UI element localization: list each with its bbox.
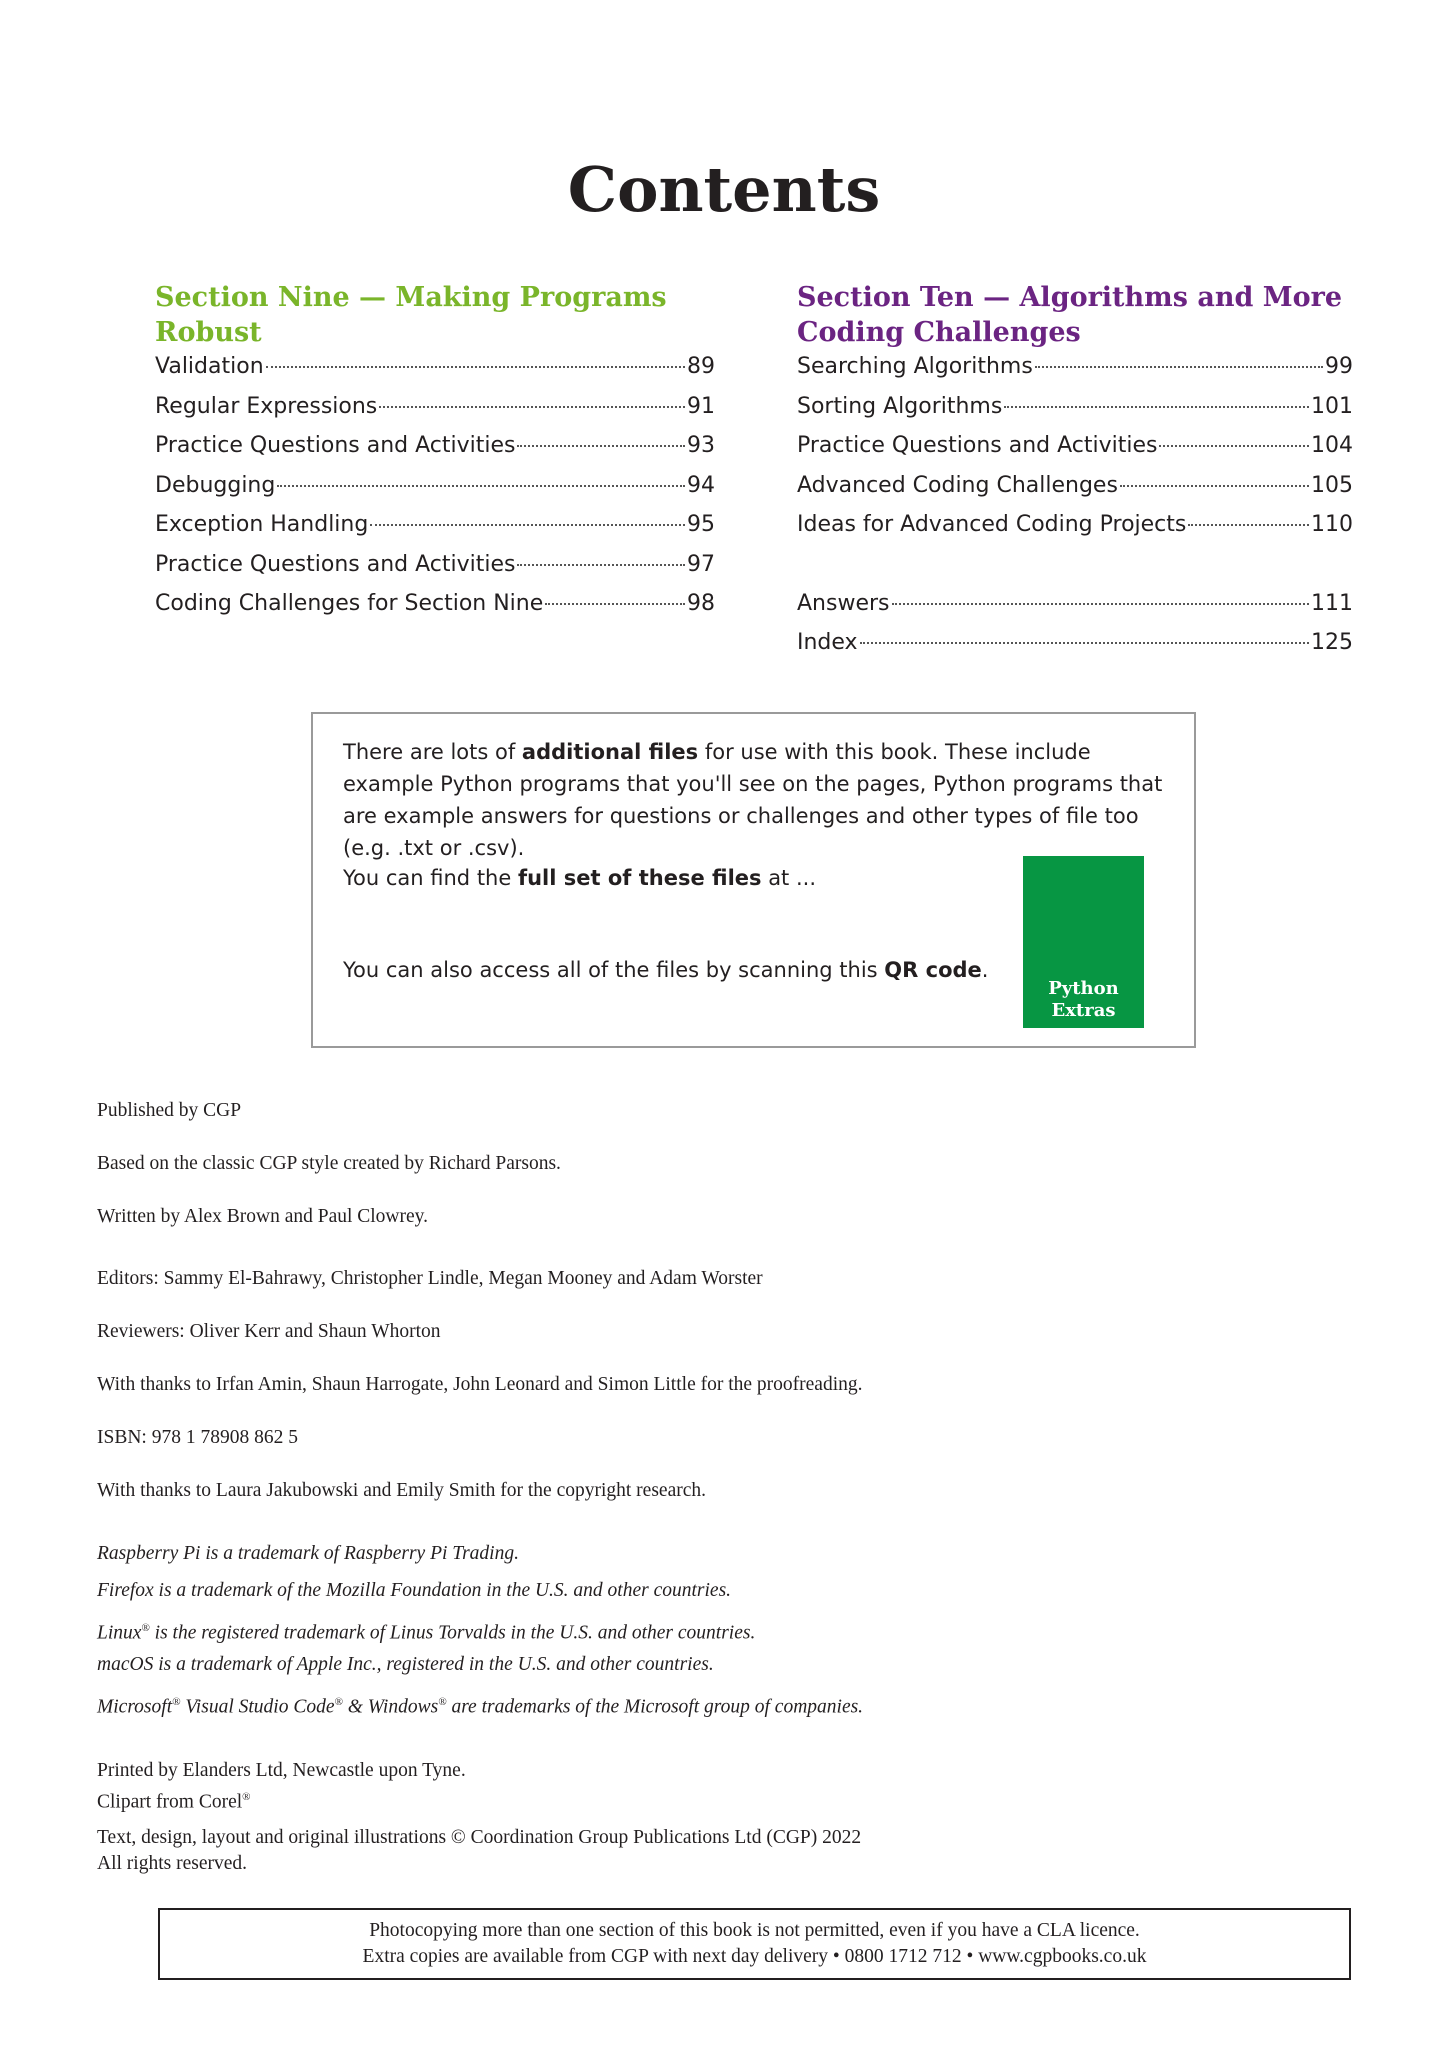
section-ten-entries: [797, 354, 1353, 552]
toc-entry-label: Searching Algorithms: [797, 354, 1033, 379]
toc-entry[interactable]: [797, 630, 1353, 670]
dot-leader: [892, 603, 1310, 605]
dot-leader: [266, 366, 685, 368]
dot-leader: [1159, 445, 1309, 447]
dot-leader: [277, 485, 685, 487]
section-nine-toc: [155, 280, 715, 631]
dot-leader: [545, 603, 685, 605]
dot-leader: [517, 564, 685, 566]
toc-entry-label: Index: [797, 630, 858, 655]
toc-entry-page: 105: [1311, 472, 1353, 498]
files-intro-part: for use with this book. These include example Python programs that you'll see on the pages, Python programs that are example answers for questions or challenges and other types of file too (e.g. .txt or .csv).: [343, 740, 1163, 860]
section-nine-entries: [155, 354, 715, 631]
toc-entry-label: Coding Challenges for Section Nine: [155, 591, 544, 616]
based-on: Based on the classic CGP style created by Richard Parsons.: [97, 1153, 561, 1174]
dot-leader: [1035, 366, 1323, 368]
toc-entry-page: 91: [687, 393, 715, 419]
printed-by: Printed by Elanders Ltd, Newcastle upon Tyne.: [97, 1760, 466, 1781]
dot-leader: [1188, 524, 1309, 526]
trademark-microsoft: [97, 1689, 863, 1721]
toc-entry-page: 89: [687, 354, 715, 379]
toc-entry-page: 111: [1311, 590, 1353, 616]
toc-entry-page: 101: [1311, 393, 1353, 419]
trademark-firefox: Firefox is a trademark of the Mozilla Foundation in the U.S. and other countries.: [97, 1580, 732, 1601]
toc-entry-label: Sorting Algorithms: [797, 393, 1003, 419]
copyright-research-thanks: With thanks to Laura Jakubowski and Emily Smith for the copyright research.: [97, 1480, 706, 1501]
rights-reserved: All rights reserved.: [97, 1853, 248, 1874]
files-qr-part: .: [981, 958, 989, 982]
toc-entry-page: 110: [1311, 512, 1353, 537]
published-by: Published by CGP: [97, 1100, 242, 1121]
toc-entry[interactable]: [155, 552, 715, 592]
toc-entry-label: Ideas for Advanced Coding Projects: [797, 512, 1187, 537]
authors: Written by Alex Brown and Paul Clowrey.: [97, 1206, 429, 1227]
toc-entry-label: Practice Questions and Activities: [797, 433, 1158, 458]
additional-files-box: [311, 712, 1196, 1048]
reviewers: Reviewers: Oliver Kerr and Shaun Whorton: [97, 1321, 441, 1342]
trademark-linux: [97, 1615, 755, 1647]
reg-mark: ®: [242, 1791, 251, 1803]
toc-entry[interactable]: [797, 394, 1353, 434]
python-extras-qr-code[interactable]: [1023, 856, 1144, 1028]
reg-mark: ®: [438, 1696, 447, 1708]
clipart-text: Clipart from Corel: [97, 1791, 243, 1813]
tm-part: Linux: [97, 1622, 142, 1644]
toc-entry[interactable]: [797, 433, 1353, 473]
toc-entry[interactable]: [797, 512, 1353, 552]
isbn: ISBN: 978 1 78908 862 5: [97, 1427, 298, 1448]
toc-entry-page: 93: [687, 433, 715, 458]
toc-entry-page: 125: [1311, 630, 1353, 655]
tm-part: Microsoft: [97, 1696, 173, 1718]
files-intro-part: There are lots of: [343, 740, 522, 764]
files-location-part: You can find the: [343, 866, 518, 890]
clipart-credit: [97, 1784, 251, 1816]
toc-entry-page: 98: [687, 591, 715, 616]
toc-entry-label: Practice Questions and Activities: [155, 551, 516, 577]
proofreading-thanks: With thanks to Irfan Amin, Shaun Harrogate, John Leonard and Simon Little for the proofreading.: [97, 1374, 863, 1395]
toc-entry[interactable]: [155, 512, 715, 552]
tm-part: are trademarks of the Microsoft group of companies.: [446, 1696, 864, 1718]
qr-label-line: Extras: [1051, 1000, 1116, 1021]
toc-entry-page: 95: [687, 512, 715, 537]
dot-leader: [1120, 485, 1309, 487]
trademark-macos: macOS is a trademark of Apple Inc., registered in the U.S. and other countries.: [97, 1654, 714, 1675]
tm-part: & Windows: [342, 1696, 439, 1718]
reg-mark: ®: [141, 1622, 150, 1634]
toc-entry-label: Validation: [155, 354, 264, 379]
toc-entry[interactable]: [155, 591, 715, 631]
files-intro-bold: additional files: [521, 740, 699, 764]
dot-leader: [517, 445, 685, 447]
dot-leader: [860, 642, 1309, 644]
toc-entry-page: 97: [687, 551, 715, 577]
toc-entry[interactable]: [155, 394, 715, 434]
toc-entry-label: Regular Expressions: [155, 393, 378, 419]
files-location-bold: full set of these files: [517, 866, 762, 890]
toc-entry[interactable]: [797, 473, 1353, 513]
editors: Editors: Sammy El-Bahrawy, Christopher Lindle, Megan Mooney and Adam Worster: [97, 1268, 763, 1289]
toc-entry-label: Exception Handling: [155, 512, 369, 537]
toc-entry-label: Debugging: [155, 472, 276, 498]
toc-entry-label: Advanced Coding Challenges: [797, 472, 1118, 498]
qr-label: [1023, 978, 1144, 1022]
toc-spacer: [797, 552, 1353, 591]
files-intro-text: [343, 736, 1173, 864]
toc-entry-page: 94: [687, 472, 715, 498]
toc-entry-label: Answers: [797, 590, 890, 616]
files-qr-part: You can also access all of the files by scanning this: [343, 958, 885, 982]
photocopy-notice-box: [158, 1908, 1351, 1980]
toc-entry[interactable]: [797, 591, 1353, 631]
reg-mark: ®: [172, 1696, 181, 1708]
toc-entry[interactable]: [155, 473, 715, 513]
copyright-notice: Text, design, layout and original illustrations © Coordination Group Publications Ltd (CGP) 2022: [97, 1827, 862, 1848]
photocopy-notice: Photocopying more than one section of this book is not permitted, even if you have a CLA licence.: [369, 1920, 1140, 1941]
order-info: Extra copies are available from CGP with next day delivery • 0800 1712 712 • www.cgpbooks.co.uk: [362, 1946, 1147, 1967]
appendix-entries: [797, 591, 1353, 670]
files-qr-bold: QR code: [884, 958, 982, 982]
toc-entry-page: 104: [1311, 433, 1353, 458]
page-title: Contents: [567, 153, 881, 226]
toc-entry-label: Practice Questions and Activities: [155, 433, 516, 458]
section-ten-toc: [797, 280, 1353, 670]
dot-leader: [379, 406, 685, 408]
files-location-part: at ...: [761, 866, 816, 890]
qr-label-line: Python: [1048, 978, 1119, 999]
section-nine-heading: Section Nine — Making Programs Robust: [155, 282, 667, 348]
section-ten-heading: Section Ten — Algorithms and More Coding Challenges: [797, 282, 1343, 348]
dot-leader: [1004, 406, 1309, 408]
toc-entry[interactable]: [155, 354, 715, 394]
toc-entry[interactable]: [797, 354, 1353, 394]
tm-part: Visual Studio Code: [180, 1696, 335, 1718]
dot-leader: [370, 524, 685, 526]
toc-entry[interactable]: [155, 433, 715, 473]
toc-entry-page: 99: [1325, 354, 1353, 379]
reg-mark: ®: [334, 1696, 343, 1708]
tm-part: is the registered trademark of Linus Torvalds in the U.S. and other countries.: [149, 1622, 756, 1644]
trademark-raspberry-pi: Raspberry Pi is a trademark of Raspberry Pi Trading.: [97, 1543, 519, 1564]
